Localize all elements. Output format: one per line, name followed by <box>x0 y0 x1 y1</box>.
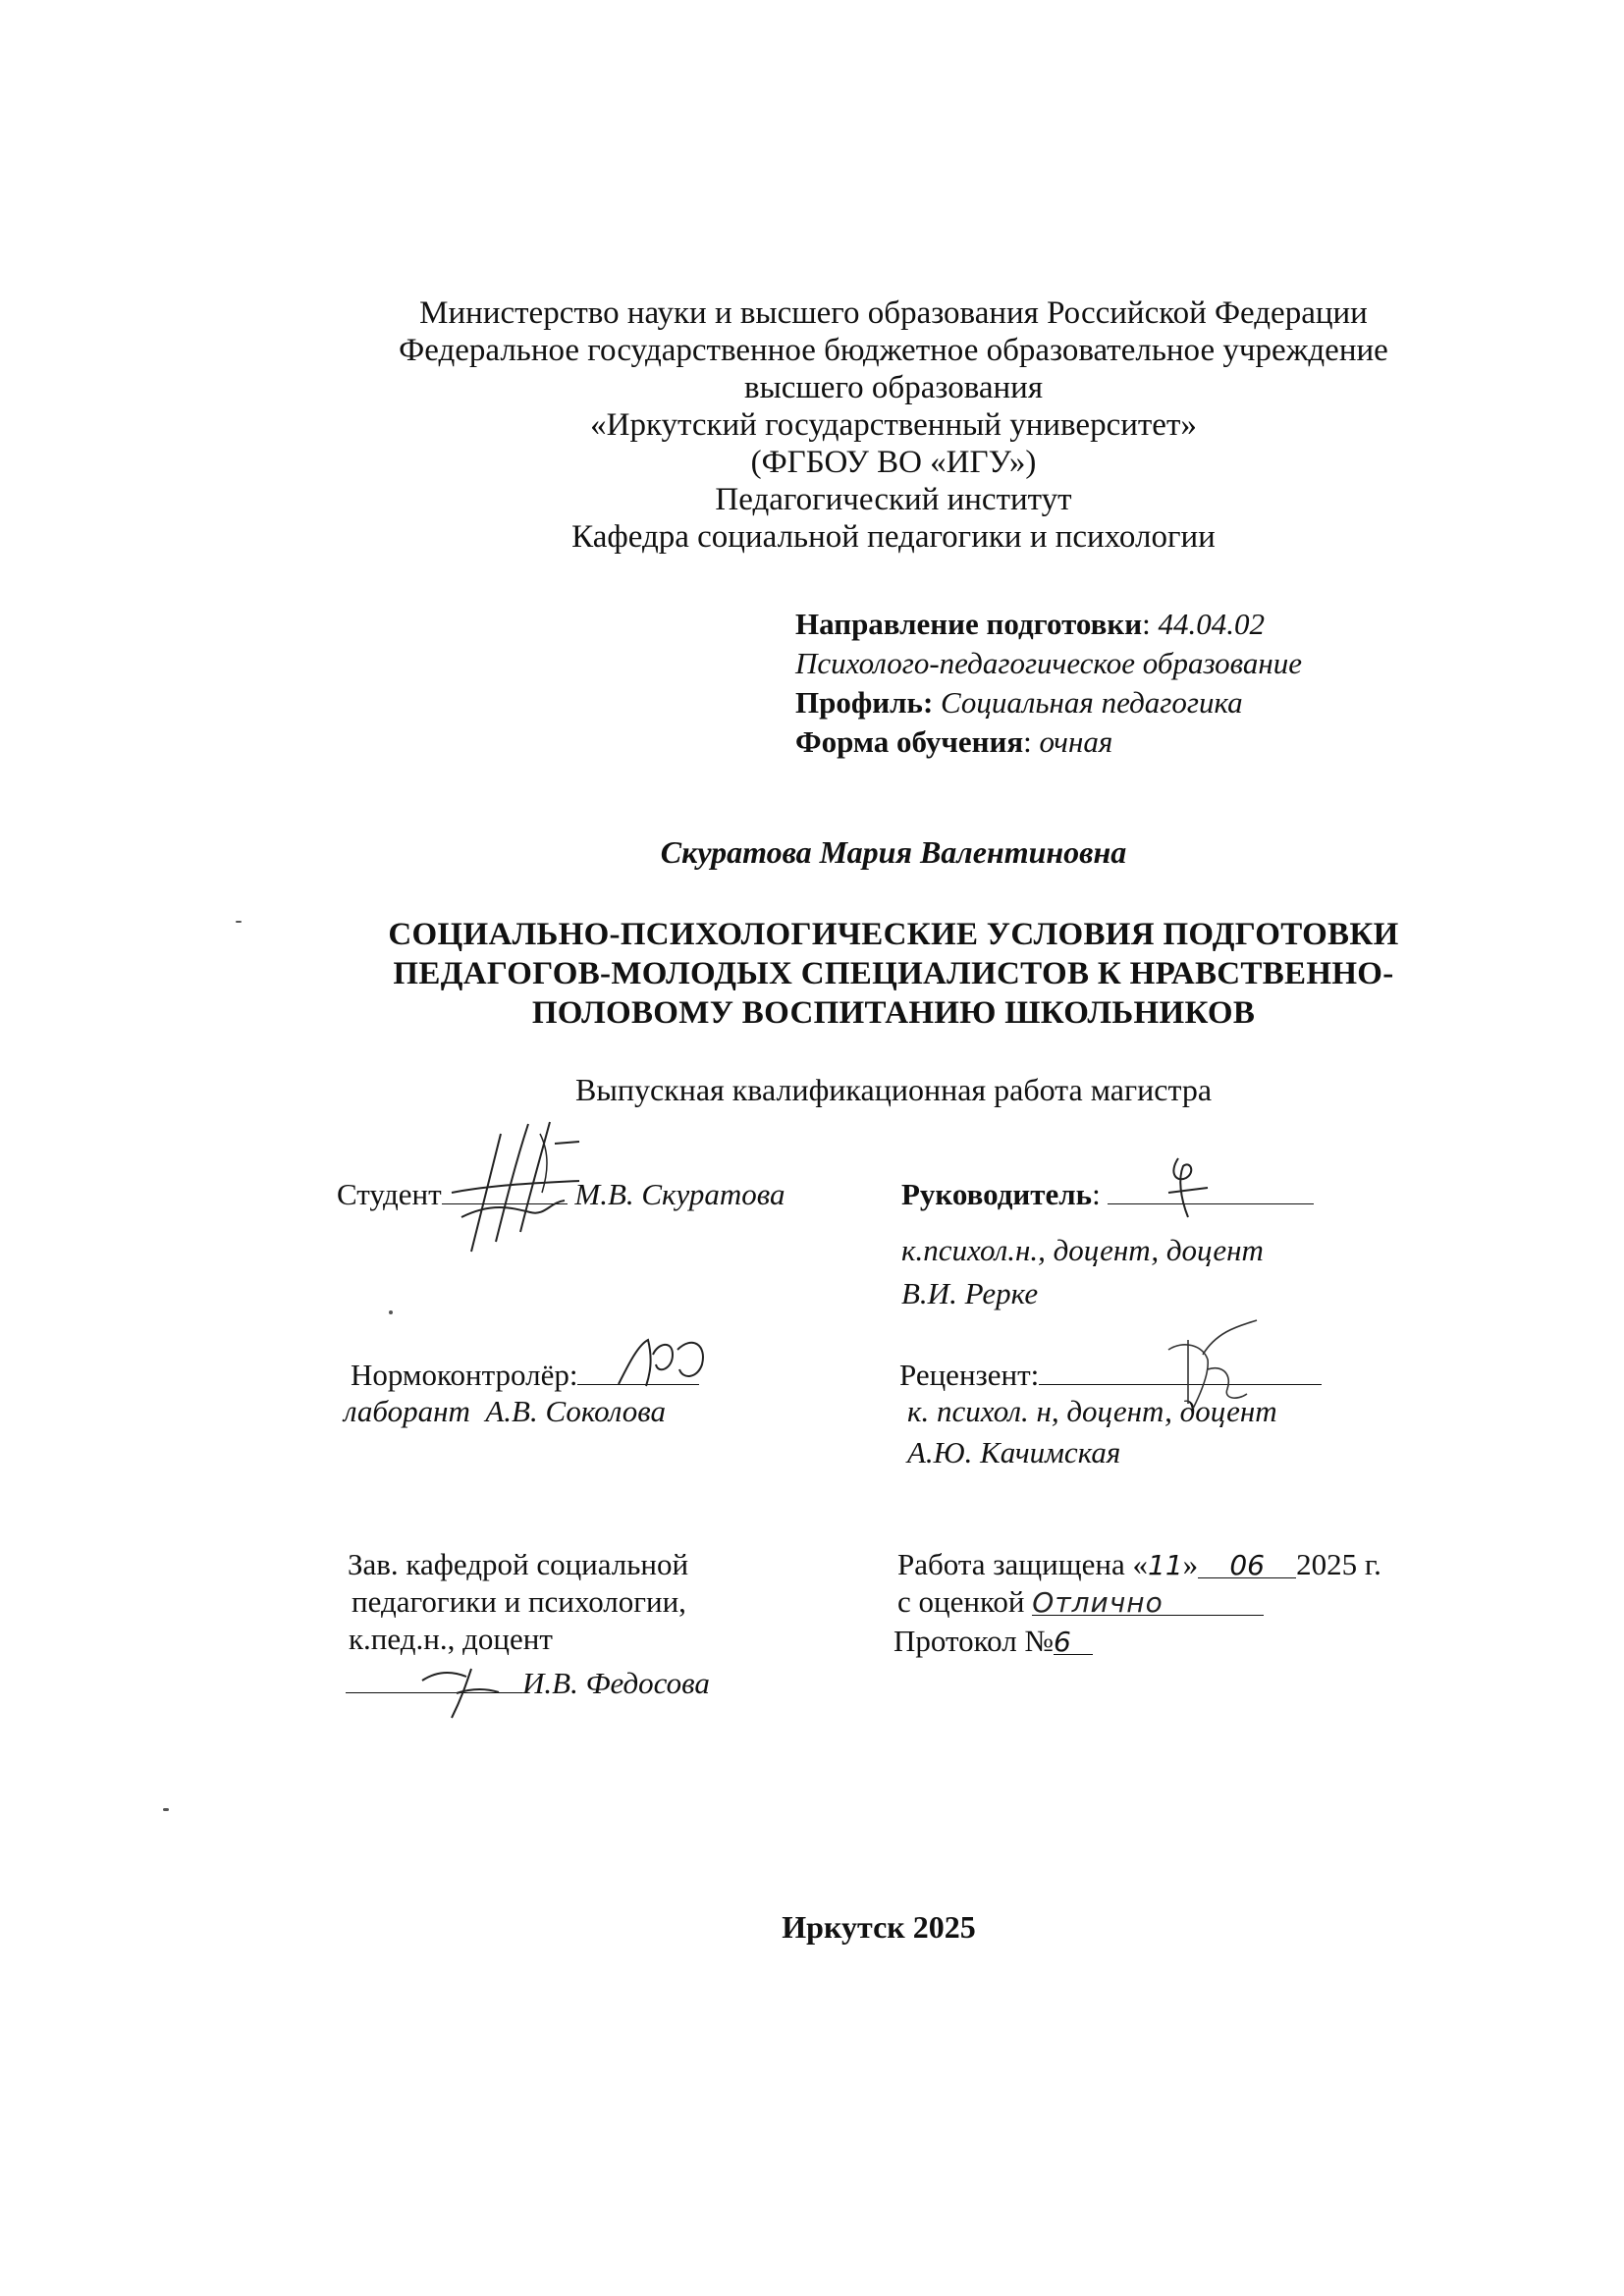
head-line-2: педагогики и психологии, <box>352 1584 686 1619</box>
defense-line <box>897 1547 1381 1583</box>
normcontrol-line <box>351 1355 699 1393</box>
protocol-line <box>893 1624 1093 1659</box>
direction-name: Психолого-педагогическое образование <box>795 646 1303 680</box>
defense-month: 06 <box>1198 1548 1296 1578</box>
city-year: Иркутск 2025 <box>782 1909 976 1945</box>
supervisor-line: Руководитель: <box>901 1174 1314 1212</box>
profile-label: Профиль: <box>795 685 934 720</box>
reviewer-line <box>899 1355 1322 1393</box>
title-line-2: ПЕДАГОГОВ-МОЛОДЫХ СПЕЦИАЛИСТОВ К НРАВСТВЕННО- <box>393 956 1394 991</box>
normcontrol-name: А.В. Соколова <box>485 1394 667 1428</box>
thesis-title <box>295 915 1492 1033</box>
reviewer-name: А.Ю. Качимская <box>907 1435 1121 1469</box>
grade-line <box>897 1584 1264 1620</box>
direction-line: Направление подготовки: 44.04.02 <box>795 607 1265 641</box>
university-name: «Иркутский государственный университет» <box>590 407 1197 443</box>
scan-speck <box>389 1310 393 1314</box>
supervisor-label: Руководитель <box>901 1177 1093 1211</box>
grade-label: с оценкой <box>897 1584 1025 1619</box>
scan-speck <box>236 921 242 923</box>
institution-line: Федеральное государственное бюджетное образовательное учреждение <box>399 333 1388 368</box>
profile-line <box>795 685 1243 721</box>
reviewer-label: Рецензент: <box>899 1358 1040 1392</box>
form-value: очная <box>1031 724 1113 759</box>
institution-header <box>295 294 1492 556</box>
form-label: Форма обучения <box>795 724 1024 759</box>
form-line: Форма обучения: очная <box>795 724 1113 759</box>
author-name: Скуратова Мария Валентиновна <box>660 834 1127 870</box>
education-level-line: высшего образования <box>744 370 1043 405</box>
defense-mid: » <box>1182 1547 1199 1581</box>
head-name: И.В. Федосова <box>522 1666 710 1700</box>
profile-value: Социальная педагогика <box>933 685 1243 720</box>
university-abbrev: (ФГБОУ ВО «ИГУ») <box>750 445 1037 480</box>
reviewer-degree: к. психол. н, доцент, доцент <box>907 1394 1277 1428</box>
normcontrol-person <box>344 1394 666 1429</box>
institute-name: Педагогический институт <box>715 482 1072 517</box>
supervisor-signature-line <box>1108 1174 1314 1204</box>
work-type: Выпускная квалификационная работа магистра <box>574 1072 1213 1107</box>
defense-day: 11 <box>1148 1549 1183 1581</box>
department-name: Кафедра социальной педагогики и психологии <box>571 519 1216 555</box>
defense-year: 2025 г. <box>1296 1547 1381 1581</box>
protocol-label: Протокол № <box>893 1624 1054 1658</box>
normcontrol-signature-line <box>577 1355 699 1385</box>
direction-label: Направление подготовки <box>795 607 1143 641</box>
student-name: М.В. Скуратова <box>574 1177 785 1211</box>
student-signature-line <box>442 1174 568 1204</box>
head-line-3: к.пед.н., доцент <box>349 1622 553 1656</box>
head-signature-blank <box>346 1663 522 1693</box>
ministry-line: Министерство науки и высшего образования Российской Федерации <box>419 295 1368 331</box>
student-label: Студент <box>337 1177 442 1211</box>
normcontrol-position: лаборант <box>344 1394 470 1428</box>
direction-code: 44.04.02 <box>1150 607 1265 641</box>
student-line <box>337 1174 785 1212</box>
reviewer-signature-line <box>1039 1355 1322 1385</box>
protocol-number: 6 <box>1054 1625 1093 1655</box>
grade-value: Отлично <box>1032 1585 1264 1616</box>
head-signature-line <box>346 1663 710 1701</box>
title-line-3: ПОЛОВОМУ ВОСПИТАНИЮ ШКОЛЬНИКОВ <box>531 995 1256 1031</box>
supervisor-name: В.И. Рерке <box>901 1276 1039 1310</box>
normcontrol-label: Нормоконтролёр: <box>351 1358 578 1392</box>
title-line-1: СОЦИАЛЬНО-ПСИХОЛОГИЧЕСКИЕ УСЛОВИЯ ПОДГОТОВКИ <box>388 917 1399 952</box>
scan-speck <box>163 1808 169 1811</box>
head-line-1: Зав. кафедрой социальной <box>348 1547 689 1581</box>
supervisor-degree: к.психол.н., доцент, доцент <box>901 1233 1264 1267</box>
defense-prefix: Работа защищена « <box>897 1547 1148 1581</box>
